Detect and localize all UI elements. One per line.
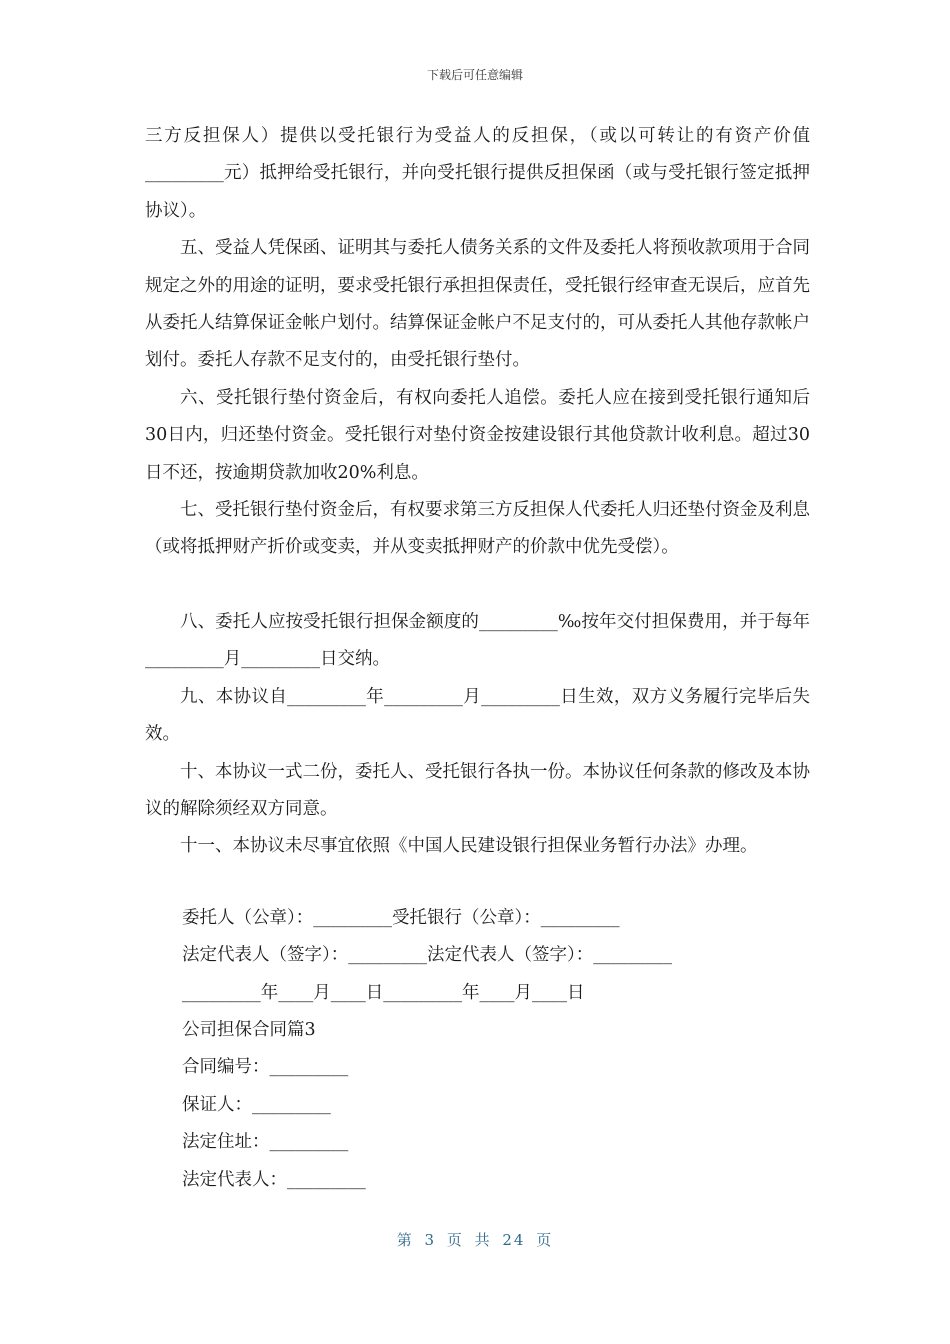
spacer [145, 567, 810, 604]
page-footer: 第 3 页 共 24 页 [396, 1231, 554, 1249]
clause-10: 十、本协议一式二份，委托人、受托银行各执一份。本协议任何条款的修改及本协议的解除须经双方同意。 [145, 761, 810, 819]
clause-8: 八、委托人应按受托银行担保金额度的_________‰按年交付担保费用，并于每年_________月_________日交纳。 [145, 611, 810, 670]
legal-address-field: 法定住址：_________ [182, 1132, 349, 1153]
page-header: 下载后可任意编辑 [426, 68, 523, 82]
signature-line-dates: _________年____月____日_________年____月____日 [182, 982, 585, 1003]
document-body [145, 118, 810, 1199]
clause-6: 六、受托银行垫付资金后，有权向委托人追偿。委托人应在接到受托银行通知后30日内，归还垫付资金。受托银行对垫付资金按建设银行其他贷款计收利息。超过30日不还，按逾期贷款加收20%利息。 [145, 387, 810, 483]
clause-7: 七、受托银行垫付资金后，有权要求第三方反担保人代委托人归还垫付资金及利息（或将抵押财产折价或变卖，并从变卖抵押财产的价款中优先受偿）。 [145, 500, 810, 558]
section-title: 公司担保合同篇3 [182, 1019, 316, 1040]
paragraph-continuation: 三方反担保人）提供以受托银行为受益人的反担保，（或以可转让的有资产价值_________元）抵押给受托银行，并向受托银行提供反担保函（或与受托银行签定抵押协议）。 [145, 126, 810, 221]
signature-line-representatives: 法定代表人（签字）：_________法定代表人（签字）：_________ [182, 945, 672, 966]
spacer [145, 866, 810, 900]
clause-5: 五、受益人凭保函、证明其与委托人债务关系的文件及委托人将预收款项用于合同规定之外的用途的证明，要求受托银行承担担保责任，受托银行经审查无误后，应首先从委托人结算保证金帐户划付。结算保证金帐户不足支付的，可从委托人其他存款帐户划付。委托人存款不足支付的，由受托银行垫付。 [145, 238, 810, 371]
signature-line-seals: 委托人（公章）：_________受托银行（公章）：_________ [182, 907, 620, 928]
contract-number-field: 合同编号：_________ [182, 1057, 349, 1078]
clause-9: 九、本协议自_________年_________月_________日生效，双方义务履行完毕后失效。 [145, 686, 810, 745]
guarantor-field: 保证人：_________ [182, 1094, 331, 1115]
legal-representative-field: 法定代表人：_________ [182, 1169, 366, 1190]
clause-11: 十一、本协议未尽事宜依照《中国人民建设银行担保业务暂行办法》办理。 [180, 836, 758, 857]
